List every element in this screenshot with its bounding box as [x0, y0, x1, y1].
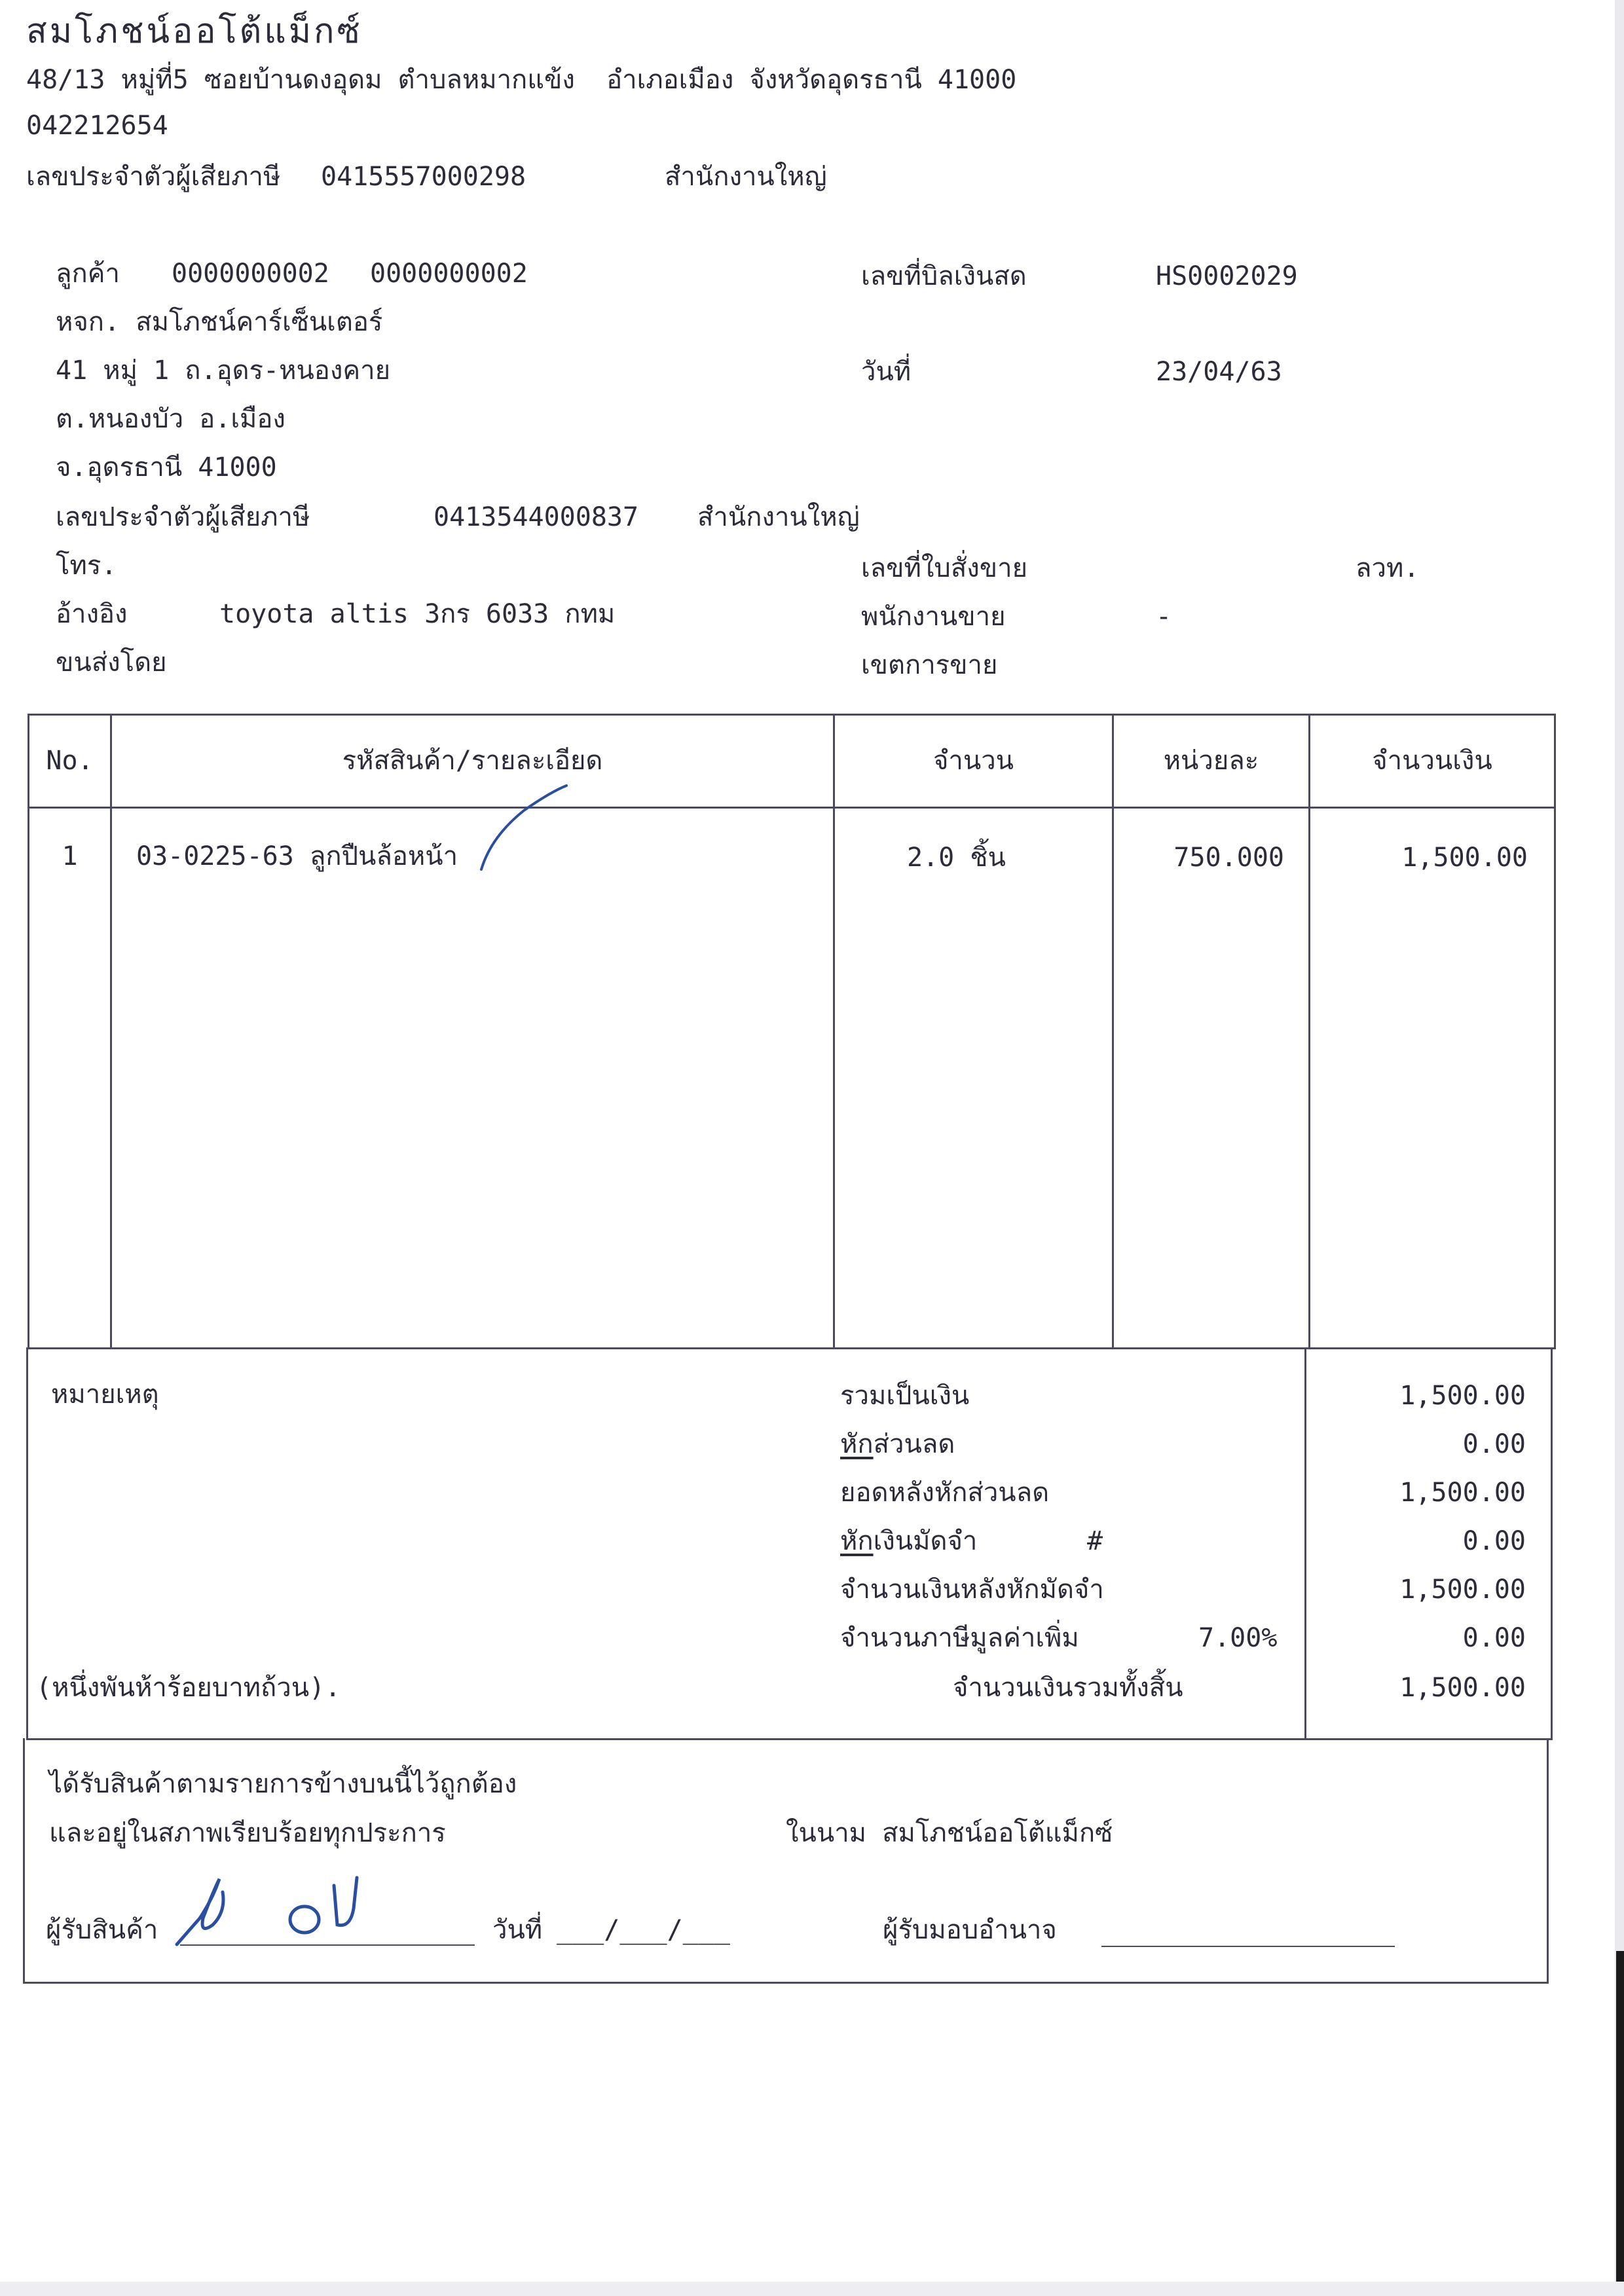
- customer-branch: สำนักงานใหญ่: [697, 502, 860, 532]
- header-unit-price: หน่วยละ: [1163, 746, 1259, 776]
- bill-sales-label: พนักงานขาย: [861, 602, 1006, 632]
- customer-address-3: จ.อุดรธานี 41000: [56, 452, 277, 483]
- summary-divider: [1304, 1347, 1306, 1740]
- customer-tax-id: 0413544000837: [434, 502, 639, 532]
- row-amount: 1,500.00: [1401, 843, 1528, 873]
- company-branch: สำนักงานใหญ่: [665, 162, 827, 192]
- after-discount-value: 1,500.00: [1399, 1478, 1526, 1508]
- grand-total-label: จำนวนเงินรวมทั้งสิ้น: [953, 1673, 1183, 1703]
- subtotal-label: รวมเป็นเงิน: [840, 1381, 970, 1411]
- deposit-mark: #: [1087, 1526, 1103, 1556]
- customer-code-1: 0000000002: [172, 259, 329, 289]
- col-divider-unit: [1308, 714, 1310, 1349]
- vat-label: จำนวนภาษีมูลค่าเพิ่ม: [840, 1623, 1079, 1653]
- customer-ref-label: อ้างอิง: [56, 599, 128, 629]
- summary-left-border: [26, 1347, 28, 1740]
- customer-name: หจก. สมโภชน์คาร์เซ็นเตอร์: [56, 307, 383, 337]
- bill-sales-value: -: [1156, 602, 1172, 632]
- bill-date-label: วันที่: [861, 357, 912, 387]
- company-phone: 042212654: [26, 111, 168, 141]
- receive-date-label: วันที่: [492, 1915, 543, 1945]
- grand-total-value: 1,500.00: [1399, 1673, 1526, 1703]
- received-line-1: ได้รับสินค้าตามรายการข้างบนนี้ไว้ถูกต้อง: [49, 1769, 517, 1799]
- receive-date-blank: ___/___/___: [557, 1915, 730, 1945]
- table-right-border: [1554, 714, 1556, 1349]
- amount-in-words: (หนึ่งพันห้าร้อยบาทถ้วน).: [36, 1673, 341, 1703]
- company-address: 48/13 หมู่ที่5 ซอยบ้านดงอุดม ตำบลหมากแข้ง อำเภอเมือง จังหวัดอุดรธานี 41000: [26, 65, 1017, 95]
- summary-right-border: [1551, 1347, 1553, 1740]
- bill-area-label: เขตการขาย: [861, 650, 998, 680]
- summary-bottom-border: [26, 1738, 1553, 1740]
- bill-no-value: HS0002029: [1156, 261, 1298, 291]
- col-divider-no: [110, 714, 112, 1349]
- deposit-label-rest: เงินมัดจำ: [873, 1526, 978, 1556]
- table-top-border: [28, 714, 1556, 716]
- remark-label: หมายเหตุ: [51, 1379, 159, 1410]
- receiver-signature-ink: [174, 1872, 370, 1951]
- deposit-label: [840, 1528, 977, 1554]
- bill-no-label: เลขที่บิลเงินสด: [861, 261, 1027, 291]
- scan-bottom-edge: [0, 2282, 1624, 2296]
- customer-address-1: 41 หมู่ 1 ถ.อุดร-หนองคาย: [56, 355, 391, 386]
- header-description: รหัสสินค้า/รายละเอียด: [342, 746, 603, 776]
- row-unit-price: 750.000: [1173, 843, 1284, 873]
- after-deposit-value: 1,500.00: [1399, 1575, 1526, 1605]
- scan-edge-dark: [1616, 1951, 1624, 2296]
- customer-code-2: 0000000002: [370, 259, 528, 289]
- customer-address-2: ต.หนองบัว อ.เมือง: [56, 404, 286, 434]
- header-quantity: จำนวน: [932, 746, 1014, 776]
- header-amount: จำนวนเงิน: [1372, 746, 1492, 776]
- customer-ref-value: toyota altis 3กร 6033 กทม: [219, 599, 616, 629]
- discount-label-prefix: หัก: [840, 1429, 874, 1459]
- discount-value: 0.00: [1462, 1429, 1526, 1459]
- row-quantity: 2.0 ชิ้น: [907, 843, 1006, 873]
- table-left-border: [28, 714, 29, 1349]
- discount-label: [840, 1431, 955, 1457]
- footer-right-border: [1547, 1738, 1549, 1984]
- table-bottom-border: [26, 1347, 1556, 1349]
- customer-phone-label: โทร.: [56, 551, 117, 581]
- on-behalf: ในนาม สมโภชน์ออโต้แม็กซ์: [786, 1818, 1113, 1848]
- customer-ship-label: ขนส่งโดย: [56, 647, 167, 678]
- table-header-divider: [28, 807, 1556, 809]
- row-no: 1: [62, 841, 78, 871]
- footer-bottom-border: [23, 1982, 1549, 1984]
- bill-order-value: ลวท.: [1356, 553, 1420, 583]
- after-discount-label: ยอดหลังหักส่วนลด: [840, 1478, 1050, 1508]
- col-divider-qty: [1112, 714, 1114, 1349]
- col-divider-desc: [833, 714, 835, 1349]
- customer-label: ลูกค้า: [56, 259, 120, 289]
- after-deposit-label: จำนวนเงินหลังหักมัดจำ: [840, 1575, 1104, 1605]
- bill-date-value: 23/04/63: [1156, 357, 1282, 387]
- company-tax-id: 0415557000298: [321, 162, 526, 192]
- company-tax-label: เลขประจำตัวผู้เสียภาษี: [26, 162, 281, 192]
- vat-value: 0.00: [1462, 1623, 1526, 1653]
- company-name: สมโภชน์ออโต้แม็กซ์: [26, 12, 363, 51]
- checkmark-ink: [478, 784, 570, 876]
- vat-rate: 7.00%: [1198, 1623, 1278, 1653]
- discount-label-rest: ส่วนลด: [873, 1429, 955, 1459]
- bill-order-label: เลขที่ใบสั่งขาย: [861, 553, 1028, 583]
- received-line-2: และอยู่ในสภาพเรียบร้อยทุกประการ: [49, 1818, 446, 1848]
- footer-left-border: [23, 1738, 25, 1984]
- authorized-label: ผู้รับมอบอำนาจ: [883, 1915, 1057, 1945]
- receiver-label: ผู้รับสินค้า: [46, 1915, 158, 1945]
- customer-tax-label: เลขประจำตัวผู้เสียภาษี: [56, 502, 310, 532]
- row-description: 03-0225-63 ลูกปืนล้อหน้า: [136, 841, 458, 871]
- subtotal-value: 1,500.00: [1399, 1381, 1526, 1411]
- header-no: No.: [46, 746, 94, 776]
- deposit-value: 0.00: [1462, 1526, 1526, 1556]
- deposit-label-prefix: หัก: [840, 1526, 874, 1556]
- authorized-signature-line: [1101, 1946, 1395, 1947]
